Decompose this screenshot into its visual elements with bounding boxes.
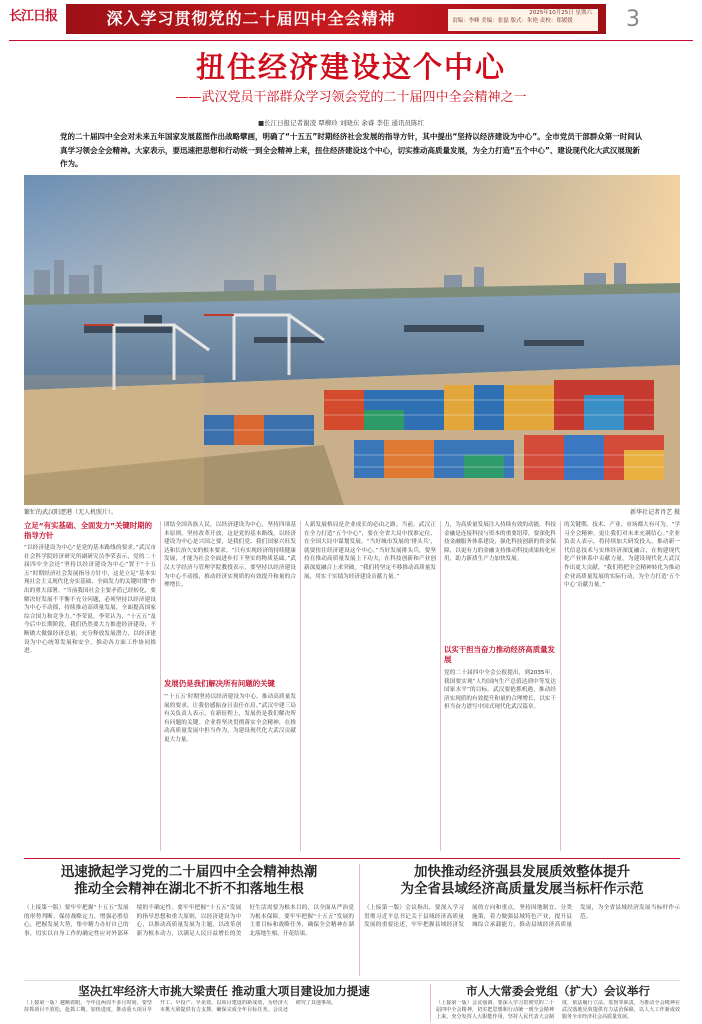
article-title: 迅速掀起学习党的二十届四中全会精神热潮 [60, 864, 318, 880]
issue-date: 2025年10月25日 星期六 [529, 10, 592, 16]
column-4 [444, 521, 556, 851]
article-text: （上接第一版）要牢牢把握“十五五”发展的形势判断，保持战略定力，增强必胜信心，把握发展大势，集中精力办好自己的事，切实以自身工作的确定性应对外部环境的不确定性。要牢牢把握“十五五”发展的指导思想和重大原则，以经济建设为中心，以推动高质量发展为主题，以改革创新为根本动力，以满足人民日益增长的美好生活需要为根本目的，以全面从严治党为根本保障。要牢牢把握“十五五”发展的主要目标和战略任务，确保全会精神在湖北落地生根、开花结果。 [24, 905, 354, 937]
column-text: 的关键期、技术、产业、市场都大有可为。“学习全会精神，更让我们对未来充满信心。”企业负责人表示，将持续加大研发投入，推动新一代信息技术与实体经济深度融合，在构建现代化产业体系中贡献力量，为建设现代化大武汉作出更大贡献。“我们将把全会精神转化为推动企业高质量发展的实际行动，为全力打造‘五个中心’贡献力量。” [564, 522, 680, 589]
column-divider [560, 521, 561, 851]
column-3 [304, 521, 436, 851]
column-text: “以经济建设为中心”是党的基本路线的要求。”武汉市社会科学院经济研究所副研究员李荣表示，党的二十届四中全会还“坚持以经济建设为中心”置于“十五五”时期经济社会发展指导方针中，这是立足“基本实现社会主义现代化夯实基础、全面发力的关键时期”作出的重大部署。“当前我国社会主要矛盾已经转化，要解决好发展不平衡不充分问题，必须坚持以经济建设为中心不动摇，持续推动高质量发展，全面提高国家综合国力和竞争力。”李荣说。李荣认为，“十五五”及今后中长期阶段，我们仍然要大力推进经济建设，不断做大做强经济总量，充分释放发展潜力，以经济建设为中心统筹发展和安全，推动各方面工作协同推进。 [24, 545, 156, 655]
article-text: （上接第一版）会议强调，要深入学习贯彻党的二十届四中全会精神，切实把思想和行动统一到全会精神上来，充分发挥人大职能作用，坚持人民代表大会制度，依法履行立法、监督等职责，为推动全会精神在武汉落地见效提供有力法治保障，以人大工作新成效服务全市经济社会高质量发展。 [436, 1000, 680, 1020]
article-major-projects [24, 984, 424, 1022]
page-number: 3 [626, 7, 640, 32]
column-1 [24, 521, 156, 851]
article-title: 坚决扛牢经济大市挑大梁责任 推动重大项目建设加力提速 [78, 984, 370, 998]
column-divider [440, 521, 441, 851]
article-text: （上接第一版）越顺着眼，今年这两周不多月时间，要坚持抓项目不放松，抢抓工期、加快进度，推动重大项目早开工、早投产、早见效。以项目建设的新成效，为经济大市挑大梁提供有力支撑，确保完成全年目标任务。会议还研究了其他事项。 [24, 1000, 337, 1013]
photo-credit: 新华社记者肖艺 摄 [630, 509, 680, 516]
article-divider [359, 864, 360, 976]
article-title: 市人大常委会党组（扩大）会议举行 [466, 984, 650, 998]
section-title: 发展仍是我们解决所有问题的关键 [164, 679, 275, 688]
column-divider [300, 521, 301, 851]
column-text: 力，为高质量发展注入持续有效的动能。科技金融是连接科技与资本的重要纽带，要深化科技金融服务体系建设，强化科技创新的资金保障，以更有力的金融支持推动科技成果转化应用，助力新质生产力加快发展。 [444, 522, 556, 563]
column-text: 党的二十届四中全会公报提出，到2035年，我国要实现“人均国内生产总值达到中等发达国家水平”的目标。武汉要抢抓机遇，推动经济实现质的有效提升和量的合理增长，以实干担当奋力谱写中国式现代化武汉篇章。 [444, 670, 556, 711]
issue-meta [448, 9, 598, 31]
byline: ■长江日报记者谢凌 覃柳玲 刘晓东 余睿 李佳 通讯员陈红 [258, 119, 424, 127]
main-headline: 扭住经济建设这个中心 [195, 50, 506, 84]
masthead-rule [9, 40, 693, 41]
column-text: “‘十五五’时期坚持以经济建设为中心，推动高质量发展的要求，让我倍感振奋且责任在肩。”武汉中建三局有关负责人表示，在新征程上，发展仍是我们解决所有问题的关键。企业将坚决贯彻落实全会精神，在推动高质量发展中担当作为，为建设现代化大武汉贡献更大力量。 [164, 694, 296, 743]
article-county-economy [364, 864, 680, 976]
column-text: 团结全国各族人民，以经济建设为中心，坚持四项基本原则，坚持改革开放，这是党的基本路线。以经济建设为中心是兴国之要，是我们党、我们国家兴旺发达和长治久安的根本要求。“只有实现经济的持续健康发展，才能为社会全面进步打下坚实的物质基础。”武汉大学经济与管理学院教授表示，要坚持以经济建设为中心不动摇，推动经济实现质的有效提升和量的合理增长。 [164, 522, 296, 589]
banner-title: 深入学习贯彻党的二十届四中全会精神 [106, 9, 396, 28]
newspaper-logo: 长江日报 [9, 9, 58, 24]
lead-paragraph: 党的二十届四中全会对未来五年国家发展蓝图作出战略擘画，明确了“十五五”时期经济社会发展的指导方针，其中提出“坚持以经济建设为中心”。全市党员干部群众第一时间认真学习领会全会精神。大家表示，要迅速把思想和行动统一到全会精神上来，扭住经济建设这个中心，切实推动高质量发展，为全力打造“五个中心”、建设现代化大武汉展现新作为。 [60, 132, 643, 168]
section-title: 以实干担当奋力推动经济高质量发展 [444, 645, 555, 664]
port-photo [24, 175, 680, 505]
section-banner [66, 4, 606, 34]
article-title: 加快推动经济强县发展质效整体提升 [414, 864, 630, 880]
article-study-campaign [24, 864, 354, 976]
column-divider [160, 521, 161, 851]
column-2 [164, 521, 296, 851]
section-rule [24, 858, 680, 859]
sub-headline: ——武汉党员干部群众学习领会党的二十届四中全会精神之一 [175, 90, 527, 105]
section-rule [24, 980, 680, 981]
photo-caption: 繁忙的武汉阳逻港（无人机照片）。 [24, 509, 118, 516]
article-title: 推动全会精神在湖北不折不扣落地生根 [74, 881, 304, 897]
article-npc-meeting [436, 984, 680, 1022]
article-divider [430, 984, 431, 1022]
editor-credits: 责编：李峰 美编：张磊 版式：朱艳 责校：郑媛媛 [452, 18, 573, 24]
section-title: 立足“有实基础、全面发力”关键时期的指导方针 [24, 521, 152, 540]
article-title: 为全省县域经济高质量发展当标杆作示范 [400, 881, 644, 897]
column-5 [564, 521, 680, 851]
article-text: （上接第一版）会议指出，要深入学习贯彻习近平总书记关于县域经济高质量发展的重要论述，牢牢把握县域经济发展的方向和重点，坚持因地制宜、分类施策，着力做强县域特色产业，提升县城综合承载能力，推动县域经济高质量发展，为全省县域经济发展当标杆作示范。 [364, 905, 680, 929]
column-text: 人新发展格局是企业成长的必由之路。当前，武汉正在全力打造“五个中心”，要在全省大局中找准定位、在全国大局中谋划发展。“当好城市发展的‘排头兵’，就要扭住经济建设这个中心。”当好发展排头兵，要坚持在推动高质量发展上下功夫，在科技创新和产业创新深度融合上求突破。“我们将坚定不移推动高质量发展，用实干实绩为经济建设贡献力量。” [304, 522, 436, 580]
